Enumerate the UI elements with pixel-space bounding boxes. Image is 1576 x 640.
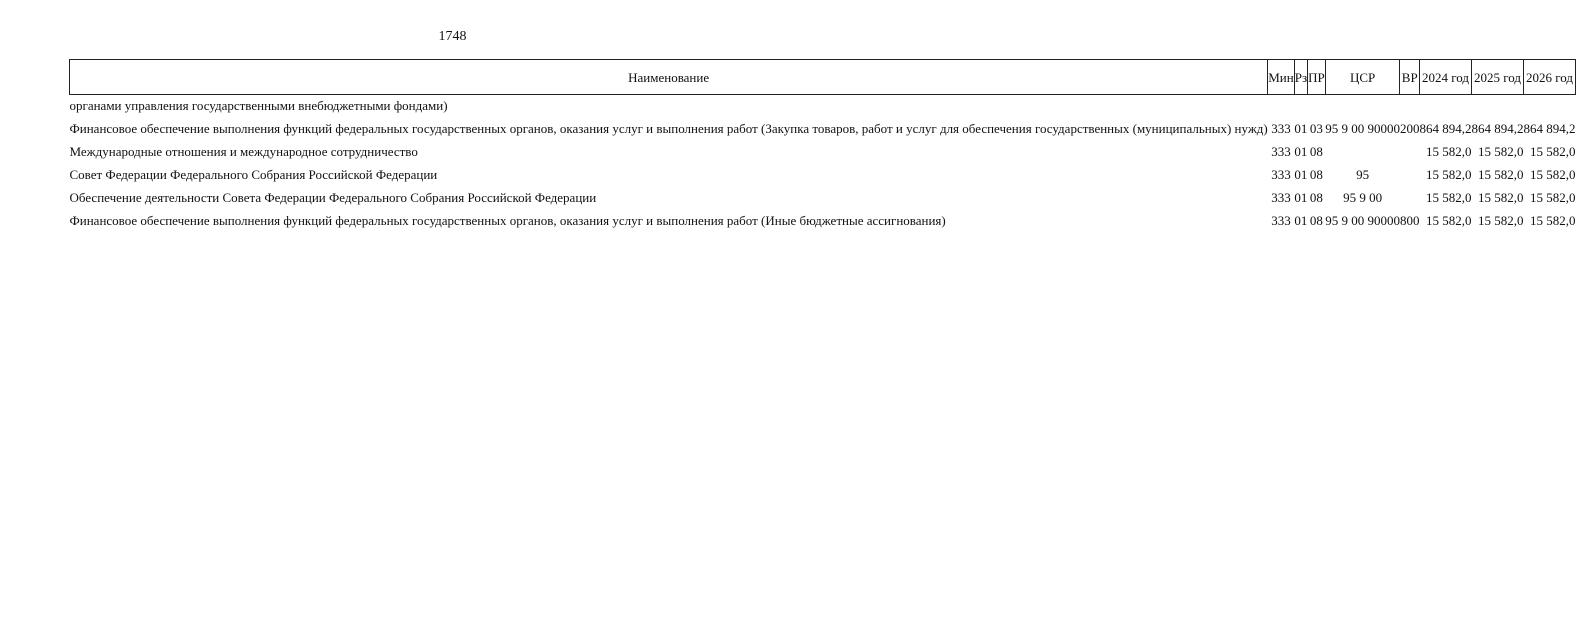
row-2024 [1419, 95, 1471, 115]
header-name: Наименование [70, 60, 1268, 95]
row-vr [1400, 95, 1420, 115]
row-csr: 95 9 00 [1343, 190, 1383, 205]
row-pr: 08 [1309, 213, 1323, 228]
row-2024: 15 582,0 [1425, 213, 1472, 228]
header-year-2025: 2025 год [1471, 60, 1523, 95]
row-vr [1400, 160, 1420, 183]
row-vr: 200 [1399, 121, 1420, 136]
row-min: 333 [1271, 121, 1291, 136]
row-name: Финансовое обеспечение выполнения функций федеральных государственных органов, оказания услуг и выполнения работ (Закупка товаров, работ и услуг для обеспечения государственных (муниципальных) нужд) [69, 121, 1268, 136]
row-2025: 15 582,0 [1477, 167, 1524, 182]
row-2026: 15 582,0 [1529, 144, 1576, 159]
row-name: Совет Федерации Федерального Собрания Российской Федерации [69, 167, 438, 182]
header-rz: Рз [1294, 60, 1307, 95]
header-year-2026: 2026 год [1523, 60, 1575, 95]
row-rz [1294, 95, 1307, 115]
row-csr: 95 [1356, 167, 1370, 182]
budget-table [69, 59, 1576, 229]
row-min: 333 [1271, 190, 1291, 205]
row-min [1268, 95, 1294, 115]
row-csr: 95 9 00 90000 [1325, 121, 1400, 136]
row-csr [1325, 95, 1400, 115]
table-row [70, 95, 1576, 115]
row-vr [1400, 183, 1420, 206]
row-name: органами управления государственными внебюджетными фондами) [69, 98, 448, 113]
row-pr: 08 [1309, 144, 1323, 159]
row-min: 333 [1271, 213, 1291, 228]
row-pr [1308, 95, 1326, 115]
header-csr: ЦСР [1325, 60, 1400, 95]
row-2026: 15 582,0 [1529, 213, 1576, 228]
table-row [70, 137, 1576, 160]
row-name: Обеспечение деятельности Совета Федерации Федерального Собрания Российской Федерации [69, 190, 597, 205]
row-csr [1325, 137, 1400, 160]
table-header-row [70, 60, 1576, 95]
header-vr: ВР [1400, 60, 1420, 95]
row-rz: 01 [1294, 121, 1308, 136]
row-csr: 95 9 00 90000 [1325, 213, 1400, 228]
row-2026: 864 894,2 [1523, 121, 1576, 136]
row-rz: 01 [1294, 167, 1308, 182]
table-row [70, 183, 1576, 206]
row-2025: 15 582,0 [1477, 213, 1524, 228]
row-name: Финансовое обеспечение выполнения функций федеральных государственных органов, оказания услуг и выполнения работ (Иные бюджетные ассигнования) [69, 213, 946, 228]
row-2025: 15 582,0 [1477, 190, 1524, 205]
row-2024: 15 582,0 [1425, 167, 1472, 182]
row-2024: 15 582,0 [1425, 190, 1472, 205]
row-vr [1400, 137, 1420, 160]
row-2024: 15 582,0 [1425, 144, 1472, 159]
row-2025 [1471, 95, 1523, 115]
row-name: Международные отношения и международное сотрудничество [69, 144, 418, 159]
header-pr: ПР [1308, 60, 1326, 95]
table-row [70, 206, 1576, 229]
row-pr: 08 [1309, 167, 1323, 182]
row-rz: 01 [1294, 190, 1308, 205]
row-min: 333 [1271, 144, 1291, 159]
row-pr: 03 [1309, 121, 1323, 136]
header-min: Мин [1268, 60, 1294, 95]
row-rz: 01 [1294, 213, 1308, 228]
row-vr: 800 [1399, 213, 1420, 228]
row-2026 [1523, 95, 1575, 115]
row-2026: 15 582,0 [1529, 167, 1576, 182]
row-2024: 864 894,2 [1419, 121, 1472, 136]
row-2025: 15 582,0 [1477, 144, 1524, 159]
row-min: 333 [1271, 167, 1291, 182]
table-row [70, 114, 1576, 137]
row-2026: 15 582,0 [1529, 190, 1576, 205]
table-row [70, 160, 1576, 183]
row-rz: 01 [1294, 144, 1308, 159]
row-pr: 08 [1309, 190, 1323, 205]
page-number: 1748 [438, 29, 467, 44]
row-2025: 864 894,2 [1471, 121, 1524, 136]
header-year-2024: 2024 год [1419, 60, 1471, 95]
